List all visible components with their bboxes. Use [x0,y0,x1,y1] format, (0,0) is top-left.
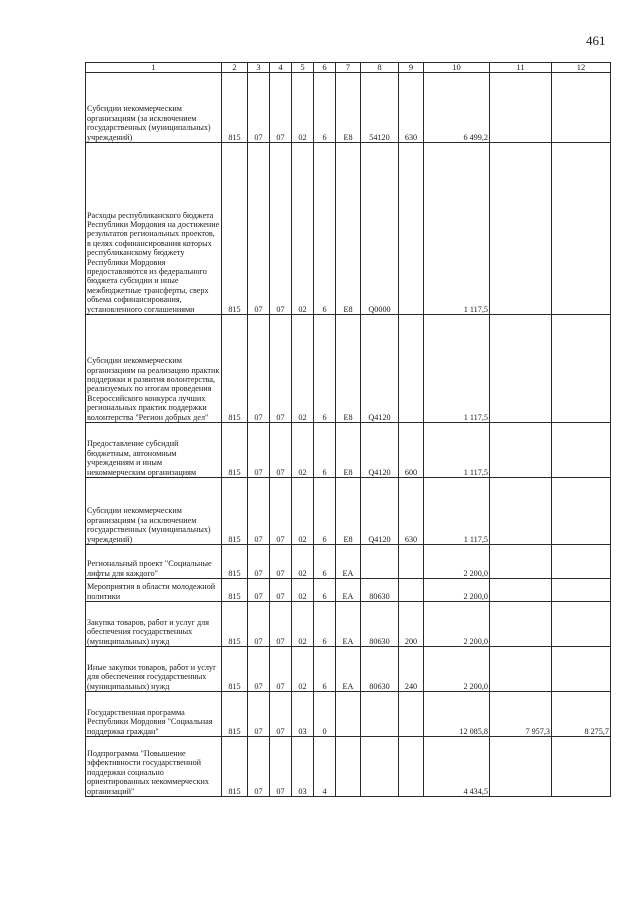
cell-program: 02 [292,315,314,423]
column-header: 6 [314,63,336,73]
cell-expense-type [399,579,424,602]
cell-program: 03 [292,737,314,797]
cell-program: 02 [292,602,314,647]
table-row [86,315,611,423]
cell-amount-year-2 [490,478,552,545]
cell-amount-year-1: 1 117,5 [424,315,490,423]
row-description: Субсидии некоммерческим организациям (за исключением государственных (муниципальных) учреждений) [86,73,222,143]
row-description: Иные закупки товаров, работ и услуг для обеспечения государственных (муниципальных) нужд [86,647,222,692]
cell-expense-type [399,692,424,737]
cell-amount-year-1: 1 117,5 [424,478,490,545]
cell-section: 07 [248,579,270,602]
cell-amount-year-2: 7 957,3 [490,692,552,737]
cell-amount-year-3: 8 275,7 [552,692,611,737]
cell-section: 07 [248,143,270,315]
cell-project [336,737,361,797]
cell-expense-type [399,315,424,423]
cell-section: 07 [248,692,270,737]
cell-amount-year-1: 1 117,5 [424,143,490,315]
cell-program: 03 [292,692,314,737]
cell-subprogram: 6 [314,579,336,602]
table-row [86,692,611,737]
row-description: Субсидии некоммерческим организациям на реализацию практик поддержки и развития волонтерства, реализуемых по итогам проведения Всероссийского конкурса лучших региональных практик поддержки волонтерства "Регион добрых дел" [86,315,222,423]
cell-amount-year-2 [490,602,552,647]
cell-section: 07 [248,423,270,478]
cell-section: 07 [248,602,270,647]
cell-direction: 54120 [361,73,399,143]
cell-amount-year-2 [490,647,552,692]
cell-amount-year-2 [490,143,552,315]
cell-amount-year-2 [490,315,552,423]
cell-amount-year-3 [552,478,611,545]
cell-subprogram: 6 [314,647,336,692]
cell-amount-year-2 [490,545,552,579]
column-header: 11 [490,63,552,73]
column-header: 9 [399,63,424,73]
cell-ministry: 815 [222,579,248,602]
table-header-row [86,63,611,73]
cell-subprogram: 4 [314,737,336,797]
cell-project: EA [336,545,361,579]
cell-direction: Q4120 [361,478,399,545]
cell-subsection: 07 [270,315,292,423]
cell-project: E8 [336,73,361,143]
cell-amount-year-1: 2 200,0 [424,579,490,602]
cell-subprogram: 6 [314,315,336,423]
column-header: 12 [552,63,611,73]
cell-subsection: 07 [270,737,292,797]
cell-subsection: 07 [270,692,292,737]
cell-amount-year-1: 6 499,2 [424,73,490,143]
cell-ministry: 815 [222,315,248,423]
cell-project: EA [336,579,361,602]
cell-project [336,692,361,737]
cell-amount-year-3 [552,579,611,602]
cell-subprogram: 6 [314,478,336,545]
cell-amount-year-3 [552,602,611,647]
table-row [86,602,611,647]
cell-expense-type: 200 [399,602,424,647]
cell-section: 07 [248,737,270,797]
cell-direction: 80630 [361,647,399,692]
cell-section: 07 [248,647,270,692]
cell-amount-year-3 [552,73,611,143]
cell-subsection: 07 [270,602,292,647]
cell-program: 02 [292,73,314,143]
cell-ministry: 815 [222,647,248,692]
cell-subprogram: 0 [314,692,336,737]
cell-subprogram: 6 [314,602,336,647]
cell-subsection: 07 [270,478,292,545]
cell-amount-year-1: 2 200,0 [424,545,490,579]
cell-section: 07 [248,73,270,143]
cell-amount-year-3 [552,647,611,692]
row-description: Закупка товаров, работ и услуг для обеспечения государственных (муниципальных) нужд [86,602,222,647]
row-description: Субсидии некоммерческим организациям (за исключением государственных (муниципальных) учреждений) [86,478,222,545]
table-row [86,143,611,315]
cell-ministry: 815 [222,73,248,143]
cell-amount-year-3 [552,545,611,579]
cell-expense-type [399,545,424,579]
cell-project: E8 [336,478,361,545]
row-description: Мероприятия в области молодежной политики [86,579,222,602]
cell-program: 02 [292,423,314,478]
cell-ministry: 815 [222,478,248,545]
cell-amount-year-1: 12 085,8 [424,692,490,737]
cell-project: EA [336,647,361,692]
table-row [86,423,611,478]
cell-project: E8 [336,423,361,478]
cell-subprogram: 6 [314,73,336,143]
cell-subsection: 07 [270,579,292,602]
cell-section: 07 [248,315,270,423]
row-description: Предоставление субсидий бюджетным, автономным учреждениям и иным некоммерческим организациям [86,423,222,478]
cell-amount-year-3 [552,423,611,478]
cell-project: E8 [336,143,361,315]
cell-subsection: 07 [270,73,292,143]
row-description: Подпрограмма "Повышение эффективности государственной поддержки социально ориентированных некоммерческих организаций" [86,737,222,797]
cell-section: 07 [248,545,270,579]
cell-direction: 80630 [361,579,399,602]
cell-amount-year-1: 4 434,5 [424,737,490,797]
table-row [86,545,611,579]
cell-ministry: 815 [222,692,248,737]
table-row [86,478,611,545]
cell-ministry: 815 [222,423,248,478]
cell-ministry: 815 [222,143,248,315]
cell-ministry: 815 [222,545,248,579]
cell-expense-type [399,737,424,797]
cell-direction: Q4120 [361,423,399,478]
cell-amount-year-3 [552,315,611,423]
cell-project: EA [336,602,361,647]
cell-program: 02 [292,143,314,315]
cell-direction [361,692,399,737]
cell-subsection: 07 [270,647,292,692]
column-header: 7 [336,63,361,73]
cell-direction: 80630 [361,602,399,647]
cell-expense-type: 630 [399,73,424,143]
table-row [86,737,611,797]
cell-amount-year-3 [552,737,611,797]
column-header: 3 [248,63,270,73]
cell-expense-type: 630 [399,478,424,545]
column-header: 2 [222,63,248,73]
cell-subprogram: 6 [314,545,336,579]
cell-ministry: 815 [222,737,248,797]
cell-program: 02 [292,579,314,602]
column-header: 5 [292,63,314,73]
cell-expense-type: 240 [399,647,424,692]
column-header: 1 [86,63,222,73]
cell-amount-year-1: 2 200,0 [424,602,490,647]
column-header: 10 [424,63,490,73]
cell-subprogram: 6 [314,423,336,478]
column-header: 4 [270,63,292,73]
cell-amount-year-2 [490,579,552,602]
cell-ministry: 815 [222,602,248,647]
cell-subsection: 07 [270,545,292,579]
cell-project: E8 [336,315,361,423]
row-description: Расходы республиканского бюджета Республики Мордовия на достижение результатов региональных проектов, в целях софинансирования которых республиканскому бюджету Республики Мордовия предоставляются из федерального бюджета субсидии и иные межбюджетные трансферты, сверх объема софинансирования, установленного соглашениями [86,143,222,315]
page-number: 461 [586,33,606,48]
table-row [86,73,611,143]
cell-expense-type [399,143,424,315]
cell-subprogram: 6 [314,143,336,315]
row-description: Региональный проект "Социальные лифты для каждого" [86,545,222,579]
table-row [86,579,611,602]
table-body [86,73,611,797]
cell-amount-year-1: 1 117,5 [424,423,490,478]
cell-program: 02 [292,647,314,692]
cell-amount-year-3 [552,143,611,315]
table-row [86,647,611,692]
cell-direction: Q4120 [361,315,399,423]
column-header: 8 [361,63,399,73]
cell-expense-type: 600 [399,423,424,478]
cell-amount-year-2 [490,423,552,478]
cell-amount-year-1: 2 200,0 [424,647,490,692]
cell-subsection: 07 [270,143,292,315]
cell-subsection: 07 [270,423,292,478]
cell-section: 07 [248,478,270,545]
cell-direction: Q0000 [361,143,399,315]
row-description: Государственная программа Республики Мордовия "Социальная поддержка граждан" [86,692,222,737]
cell-program: 02 [292,545,314,579]
cell-amount-year-2 [490,737,552,797]
cell-direction [361,545,399,579]
budget-table [85,62,611,797]
cell-amount-year-2 [490,73,552,143]
cell-direction [361,737,399,797]
cell-program: 02 [292,478,314,545]
